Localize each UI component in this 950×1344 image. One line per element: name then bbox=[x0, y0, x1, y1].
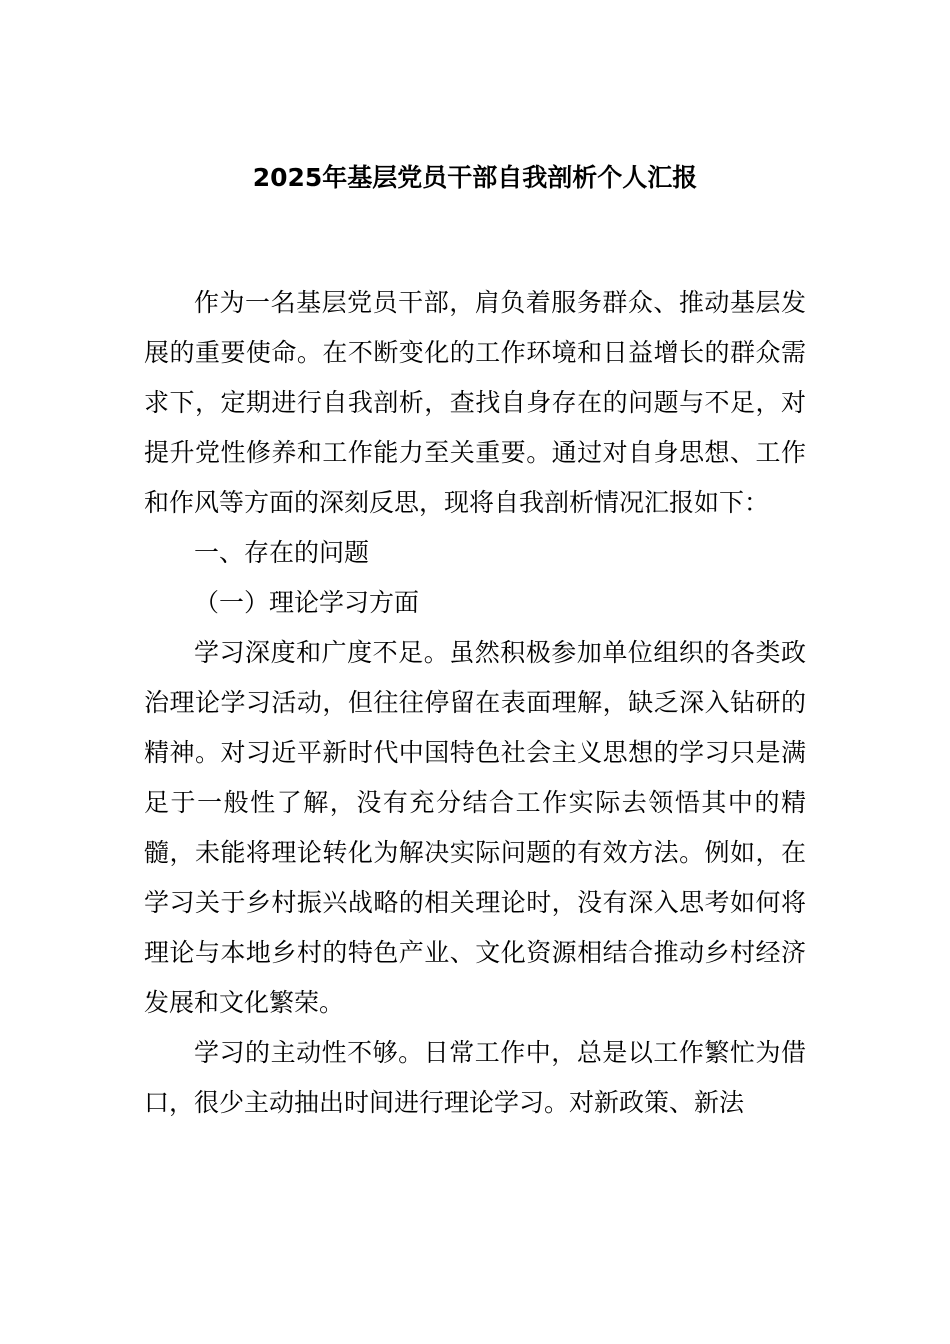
section-heading-problems: 一、存在的问题 bbox=[194, 538, 370, 567]
document-body bbox=[144, 278, 806, 1128]
paragraph-study-depth: 学习深度和广度不足。虽然积极参加单位组织的各类政治理论学习活动，但往往停留在表面理解，缺乏深入钻研的精神。对习近平新时代中国特色社会主义思想的学习只是满足于一般性了解，没有充分结合工作实际去领悟其中的精髓，未能将理论转化为解决实际问题的有效方法。例如，在学习关于乡村振兴战略的相关理论时，没有深入思考如何将理论与本地乡村的特色产业、文化资源相结合推动乡村经济发展和文化繁荣。 bbox=[144, 638, 806, 1017]
document-title: 2025年基层党员干部自我剖析个人汇报 bbox=[252, 163, 698, 192]
intro-paragraph: 作为一名基层党员干部，肩负着服务群众、推动基层发展的重要使命。在不断变化的工作环境和日益增长的群众需求下，定期进行自我剖析，查找自身存在的问题与不足，对提升党性修养和工作能力至关重要。通过对自身思想、工作和作风等方面的深刻反思，现将自我剖析情况汇报如下： bbox=[144, 288, 806, 517]
paragraph-study-initiative: 学习的主动性不够。日常工作中，总是以工作繁忙为借口，很少主动抽出时间进行理论学习。对新政策、新法 bbox=[144, 1038, 806, 1117]
subsection-heading-theory-study: （一）理论学习方面 bbox=[194, 588, 420, 617]
